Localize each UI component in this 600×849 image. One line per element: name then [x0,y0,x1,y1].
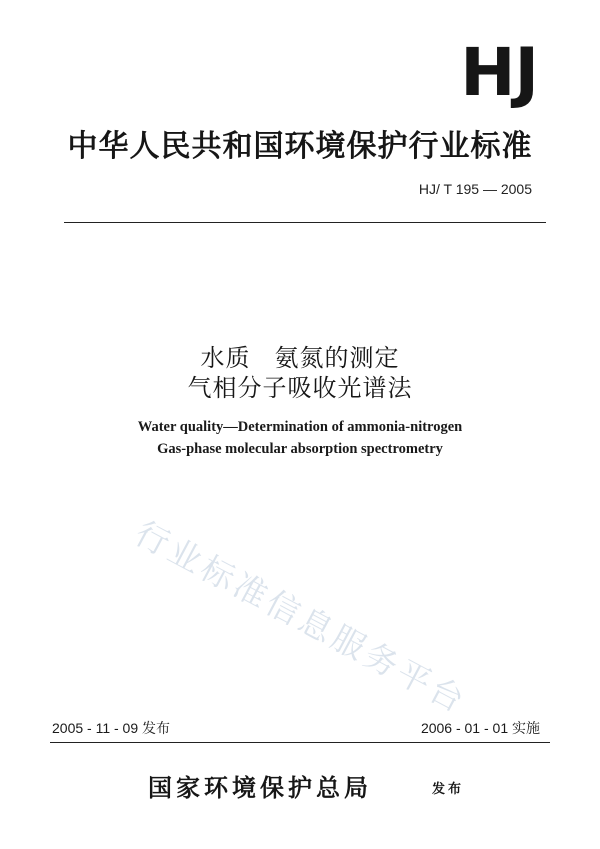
chinese-title-line-2: 气相分子吸收光谱法 [187,374,413,402]
issuer: 国家环境保护总局 [148,774,372,802]
release-date: 2005 - 11 - 09 发布 [52,720,171,736]
issuer-suffix: 发布 [432,782,465,797]
hj-logo: HJ [460,34,538,111]
header-divider [64,222,546,223]
english-title-line-2: Gas-phase molecular absorption spectrometry [157,441,443,457]
footer-divider [50,742,550,743]
standard-number: HJ/ T 195 — 2005 [418,181,532,197]
watermark: 行业标准信息服务平台 [128,513,474,722]
implement-date: 2006 - 01 - 01 实施 [420,720,540,736]
organization-title: 中华人民共和国环境保护行业标准 [67,129,533,164]
english-title-line-1: Water quality—Determination of ammonia-nitrogen [137,419,463,435]
chinese-title-subject: 水质 [200,344,251,372]
chinese-title-topic: 氨氮的测定 [274,344,400,372]
